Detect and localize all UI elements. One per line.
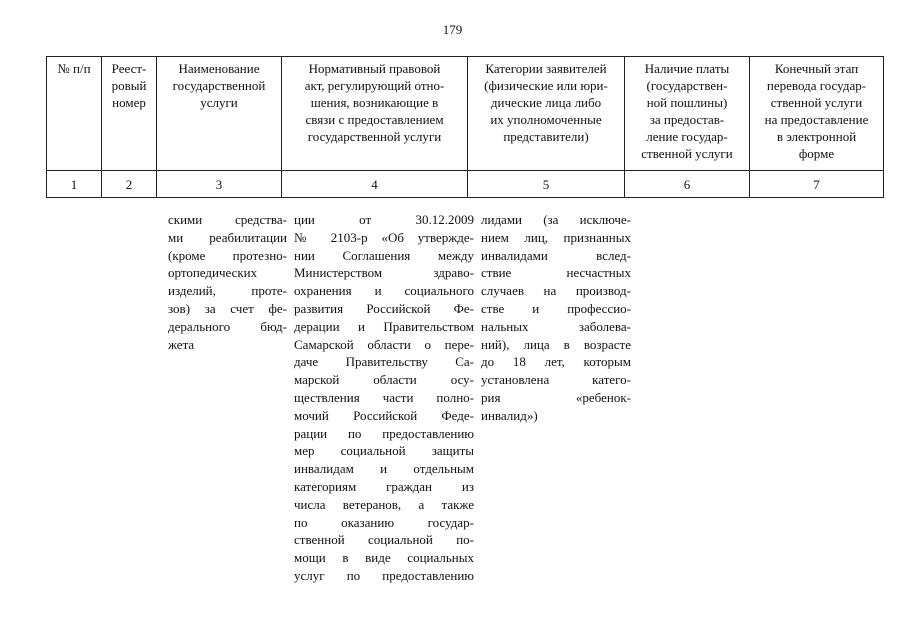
header-line: Наличие платы (644, 61, 730, 76)
text-line: марской области осу- (294, 372, 474, 388)
header-line: форме (798, 146, 835, 161)
header-line: № п/п (57, 61, 91, 76)
text-line: рия «ребенок- (481, 389, 631, 405)
header-line: номер (112, 95, 146, 110)
column-number: 7 (750, 171, 884, 198)
text-line: стве и профессио- (481, 300, 631, 316)
page-number: 179 (442, 22, 463, 37)
header-cell (47, 57, 102, 171)
header-cell (625, 57, 750, 171)
applicant-categories-continuation (481, 211, 631, 425)
header-line: их уполномоченные (490, 112, 602, 127)
text-line: инвалидами вслед- (481, 247, 631, 263)
text-line: № 2103-р «Об утвержде- (294, 229, 474, 245)
header-line: Наименование (178, 61, 260, 76)
text-line: нием лиц, признанных (481, 229, 631, 245)
header-line: ственной услуги (770, 95, 863, 110)
text-line: мочий Российской Феде- (294, 407, 474, 423)
header-line: Реест- (111, 61, 147, 76)
text-line: жета (168, 336, 195, 352)
header-cell (282, 57, 468, 171)
text-line: мер социальной защиты (294, 443, 474, 459)
text-line: лидами (за исключе- (481, 212, 631, 227)
text-line: ми реабилитации (168, 229, 287, 245)
text-line: ществления части полно- (294, 389, 474, 405)
text-line: ний), лица в возрасте (481, 336, 631, 352)
text-line: (кроме протезно- (168, 247, 287, 263)
header-line: ственной услуги (641, 146, 733, 161)
text-line: ствие несчастных (481, 265, 631, 281)
service-name-continuation (168, 211, 287, 353)
header-line: (государствен- (646, 78, 728, 93)
text-line: скими средства- (168, 212, 287, 227)
header-cell (157, 57, 282, 171)
header-line: связи с предоставлением (305, 112, 444, 127)
header-line: ление государ- (646, 129, 728, 144)
header-line: ной пошлины) (646, 95, 728, 110)
text-line: до 18 лет, которым (481, 354, 631, 370)
header-line: в электронной (776, 129, 857, 144)
header-line: на предоставление (764, 112, 869, 127)
text-line: нальных заболева- (481, 318, 631, 334)
header-cell (102, 57, 157, 171)
header-line: ровый (111, 78, 147, 93)
text-line: ции от 30.12.2009 (294, 212, 474, 227)
column-number: 5 (468, 171, 625, 198)
text-line: дерации и Правительством (294, 318, 474, 334)
header-line: государственной услуги (307, 129, 442, 144)
text-line: мощи в виде социальных (294, 550, 474, 566)
text-line: охранения и социального (294, 283, 474, 299)
text-line: изделий, проте- (168, 283, 287, 299)
header-line: государственной (172, 78, 266, 93)
text-line: зов) за счет фе- (168, 300, 287, 316)
header-line: перевода государ- (766, 78, 867, 93)
text-line: рации по предоставлению (294, 425, 474, 441)
header-cell (750, 57, 884, 171)
text-line: Министерством здраво- (294, 265, 474, 281)
header-line: акт, регулирующий отно- (304, 78, 445, 93)
text-line: услуг по предоставлению (294, 567, 474, 583)
text-line: нии Соглашения между (294, 247, 474, 263)
text-line: дерального бюд- (168, 318, 287, 334)
header-line: представители) (503, 129, 589, 144)
header-line: Нормативный правовой (308, 61, 441, 76)
column-number: 3 (157, 171, 282, 198)
column-number: 1 (47, 171, 102, 198)
header-row (47, 57, 884, 171)
column-number: 6 (625, 171, 750, 198)
header-cell (468, 57, 625, 171)
text-line: инвалидам и отдельным (294, 461, 474, 477)
header-line: услуги (200, 95, 238, 110)
text-line: даче Правительству Са- (294, 354, 474, 370)
text-line: ортопедических (168, 265, 258, 281)
text-line: ственной социальной по- (294, 532, 474, 548)
text-line: случаев на производ- (481, 283, 631, 299)
header-line: (физические или юри- (484, 78, 608, 93)
header-line: Конечный этап (774, 61, 859, 76)
column-number: 2 (102, 171, 157, 198)
text-line: числа ветеранов, а также (294, 496, 474, 512)
legal-act-continuation (294, 211, 474, 585)
header-line: дические лица либо (490, 95, 602, 110)
text-line: установлена катего- (481, 372, 631, 388)
text-line: развития Российской Фе- (294, 300, 474, 316)
text-line: по оказанию государ- (294, 514, 474, 530)
header-line: за предостав- (649, 112, 725, 127)
text-line: Самарской области о пере- (294, 336, 474, 352)
text-line: инвалид») (481, 407, 538, 423)
header-line: Категории заявителей (485, 61, 607, 76)
column-number-row (47, 171, 884, 198)
column-number: 4 (282, 171, 468, 198)
text-line: категориям граждан из (294, 478, 474, 494)
header-table (46, 56, 884, 198)
header-line: шения, возникающие в (310, 95, 439, 110)
